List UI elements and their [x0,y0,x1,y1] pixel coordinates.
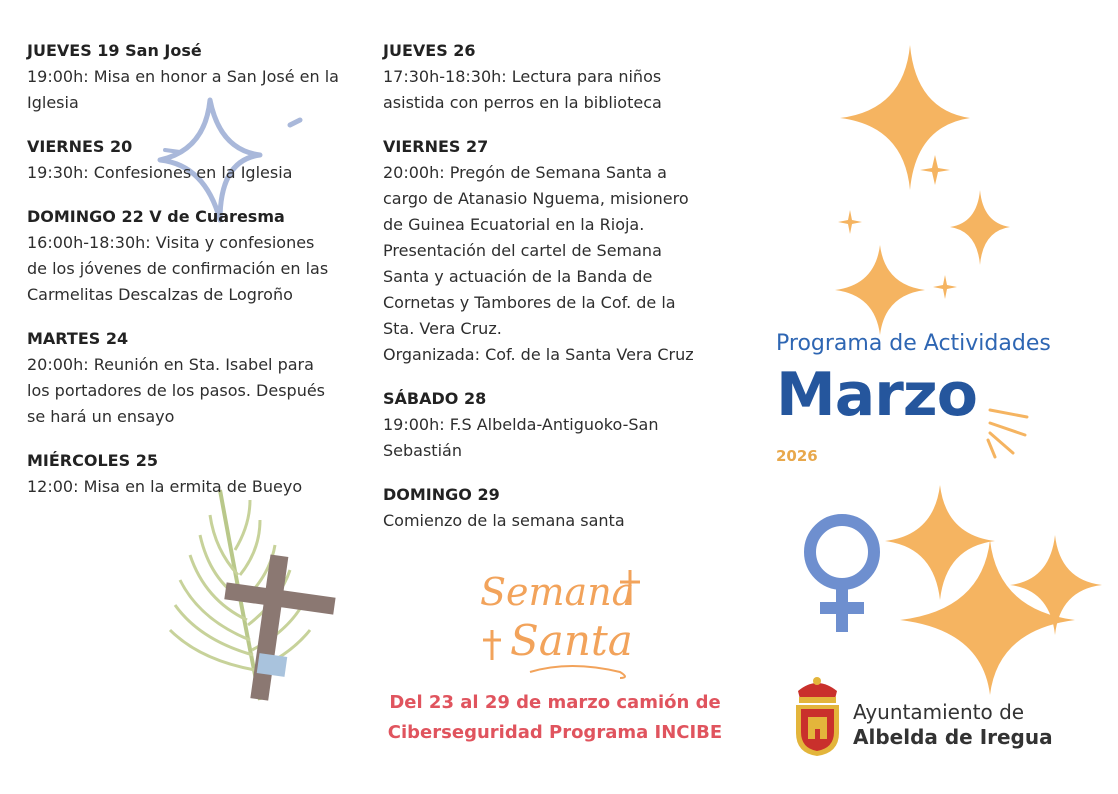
event-day: DOMINGO 22 V de Cuaresma [27,207,285,226]
event-sabado-28 [383,386,728,464]
event-line: Comienzo de la semana santa [383,511,625,530]
right-schedule-column [383,38,728,552]
event-line: asistida con perros en la biblioteca [383,93,662,112]
event-viernes-20 [27,134,372,186]
event-line: 20:00h: Reunión en Sta. Isabel para [27,355,314,374]
program-subtitle: Programa de Actividades [776,331,1051,356]
event-day: SÁBADO 28 [383,389,487,408]
semana-logo-line2: Santa [510,616,633,665]
orange-stars-icon [820,40,1020,340]
incibe-notice-line2: Ciberseguridad Programa INCIBE [387,722,723,743]
event-line: cargo de Atanasio Nguema, misionero [383,189,689,208]
event-day: MARTES 24 [27,329,129,348]
event-line: 20:00h: Pregón de Semana Santa a [383,163,667,182]
event-martes-24 [27,326,372,430]
event-line: 19:30h: Confesiones en la Iglesia [27,163,293,182]
event-day: JUEVES 26 [383,41,476,60]
coat-of-arms-icon [790,673,845,758]
event-line: 12:00: Misa en la ermita de Bueyo [27,477,303,496]
semana-logo-line1: Semana [480,570,635,614]
event-line: Santa y actuación de la Banda de [383,267,653,286]
event-line: se hará un ensayo [27,407,175,426]
sun-rays-icon [985,405,1035,460]
event-line: Presentación del cartel de Semana [383,241,662,260]
left-schedule-column [27,38,372,518]
event-line: Sta. Vera Cruz. [383,319,502,338]
event-line: 19:00h: Misa en honor a San José en la [27,67,339,86]
event-day: JUEVES 19 San José [27,41,202,60]
event-line: 19:00h: F.S Albelda-Antiguoko-San [383,415,659,434]
event-day: MIÉRCOLES 25 [27,451,158,470]
event-line: los portadores de los pasos. Después [27,381,326,400]
event-line: Sebastián [383,441,462,460]
event-line: Cornetas y Tambores de la Cof. de la [383,293,676,312]
event-jueves-19 [27,38,372,116]
event-line: Organizada: Cof. de la Santa Vera Cruz [383,345,694,364]
event-line: Iglesia [27,93,79,112]
orange-stars-lower-icon [880,485,1105,700]
event-day: DOMINGO 29 [383,485,500,504]
council-name-line1: Ayuntamiento de [853,700,1025,724]
program-year: 2026 [776,447,818,465]
event-line: Carmelitas Descalzas de Logroño [27,285,293,304]
semana-santa-logo [470,560,660,685]
program-month-title: Marzo [776,360,977,430]
event-line: 17:30h-18:30h: Lectura para niños [383,67,662,86]
event-day: VIERNES 27 [383,137,489,156]
event-line: 16:00h-18:30h: Visita y confesiones [27,233,315,252]
incibe-notice-line1: Del 23 al 29 de marzo camión de [389,692,721,713]
event-line: de los jóvenes de confirmación en las [27,259,329,278]
event-domingo-22 [27,204,372,308]
council-name-line2: Albelda de Iregua [853,725,1053,749]
event-miercoles-25 [27,448,372,500]
event-day: VIERNES 20 [27,137,133,156]
female-symbol-icon [800,510,890,635]
event-viernes-27 [383,134,728,368]
event-jueves-26 [383,38,728,116]
event-domingo-29 [383,482,728,534]
event-line: de Guinea Ecuatorial en la Rioja. [383,215,645,234]
